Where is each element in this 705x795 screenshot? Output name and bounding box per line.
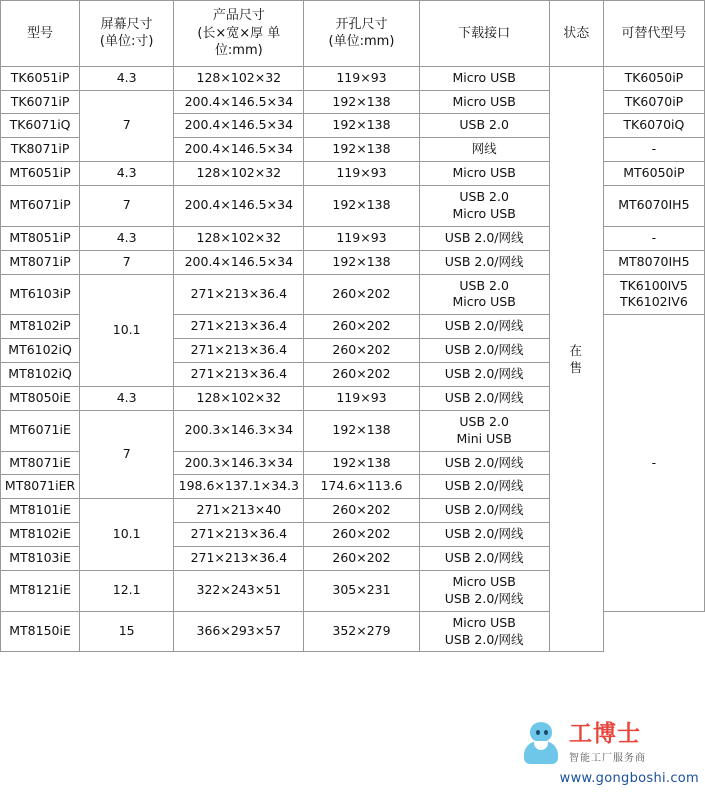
cell-product-size: 271×213×36.4 [174,339,304,363]
cell-alternative-model-line: TK6102IV6 [619,294,688,310]
col-header-model [1,1,80,67]
cell-download-interface [419,274,549,315]
cell-screen-size: 4.3 [80,226,174,250]
cell-download-interface [419,66,549,90]
cell-model: MT8103iE [1,547,80,571]
cell-hole-size: 192×138 [304,451,419,475]
cell-download-interface [419,499,549,523]
cell-download-interface-line: Micro USB [452,69,516,85]
cell-download-interface-line: Micro USB [452,93,516,109]
cell-product-size: 200.4×146.5×34 [174,90,304,114]
cell-alternative-model [603,274,704,315]
cell-screen-size: 7 [80,186,174,227]
cell-download-interface-line: Micro USB [452,294,516,310]
col-header-status-line1: 状态 [563,25,590,41]
cell-download-interface [419,451,549,475]
cell-hole-size: 119×93 [304,162,419,186]
cell-alternative-model [603,226,704,250]
cell-hole-size: 174.6×113.6 [304,475,419,499]
col-header-status [549,1,603,67]
cell-alternative-model [603,138,704,162]
col-header-product-size-line1: 产品尺寸 [212,8,265,23]
col-header-product-size-line2: (长×宽×厚 单位:mm) [197,25,281,59]
cell-hole-size: 119×93 [304,66,419,90]
status-badge-line: 在 [569,342,584,358]
cell-alternative-model [603,250,704,274]
cell-model: MT8071iER [1,475,80,499]
cell-hole-size: 192×138 [304,90,419,114]
cell-model: MT8102iQ [1,363,80,387]
cell-alternative-model-line: TK6070iP [624,93,684,109]
cell-download-interface-line: USB 2.0/网线 [444,478,524,494]
cell-model: MT8071iE [1,451,80,475]
cell-product-size: 128×102×32 [174,162,304,186]
cell-hole-size: 119×93 [304,226,419,250]
cell-screen-size: 7 [80,90,174,162]
cell-screen-size: 12.1 [80,570,174,611]
col-header-hole-size-line1: 开孔尺寸 [335,16,388,32]
cell-screen-size: 7 [80,250,174,274]
col-header-hole-size-line2: (单位:mm) [328,34,395,50]
cell-download-interface-line: USB 2.0/网线 [444,631,524,647]
col-header-screen-size-line2: (单位:寸) [99,34,154,50]
cell-download-interface [419,475,549,499]
col-header-alternative-model-line1: 可替代型号 [621,25,687,41]
cell-download-interface [419,162,549,186]
cell-model: MT8102iP [1,315,80,339]
cell-model: MT6051iP [1,162,80,186]
cell-download-interface-line: USB 2.0/网线 [444,454,524,470]
cell-download-interface [419,138,549,162]
cell-model: MT6071iE [1,410,80,451]
cell-download-interface [419,547,549,571]
cell-hole-size: 192×138 [304,186,419,227]
col-header-model-line1: 型号 [27,25,54,41]
cell-alternative-model-line: MT6070IH5 [618,197,690,213]
cell-screen-size: 4.3 [80,162,174,186]
col-header-hole-size [304,1,419,67]
cell-download-interface-line: USB 2.0/网线 [444,342,524,358]
cell-model: MT8121iE [1,570,80,611]
cell-alternative-model-line: TK6050iP [624,69,684,85]
cell-download-interface-line: Mini USB [456,430,512,446]
col-header-screen-size [80,1,174,67]
status-badge-line: 售 [569,360,584,376]
cell-download-interface [419,363,549,387]
cell-download-interface [419,523,549,547]
cell-product-size: 128×102×32 [174,66,304,90]
col-header-download-interface-line1: 下载接口 [458,25,511,41]
cell-status [549,66,603,652]
cell-alternative-model-line: - [651,454,657,470]
cell-download-interface [419,186,549,227]
cell-alternative-model [603,315,704,611]
cell-model: MT8071iP [1,250,80,274]
cell-alternative-model-line: - [651,141,657,157]
col-header-download-interface [419,1,549,67]
mascot-icon [519,720,565,766]
cell-download-interface [419,114,549,138]
logo-row [519,717,699,769]
cell-model: TK8071iP [1,138,80,162]
cell-model: MT6071iP [1,186,80,227]
cell-model: TK6071iQ [1,114,80,138]
cell-screen-size: 4.3 [80,386,174,410]
cell-model: TK6071iP [1,90,80,114]
cell-alternative-model-line: TK6100IV5 [619,277,688,293]
cell-alternative-model-line: TK6070iQ [623,117,685,133]
company-logo [519,717,699,789]
cell-product-size: 366×293×57 [174,611,304,652]
cell-alternative-model [603,162,704,186]
cell-download-interface [419,410,549,451]
col-header-alternative-model [603,1,704,67]
col-header-screen-size-line1: 屏幕尺寸 [100,16,153,32]
cell-download-interface-line: Micro USB [452,205,516,221]
cell-model: MT8101iE [1,499,80,523]
cell-download-interface-line: USB 2.0 [459,277,509,293]
header-row [1,1,705,67]
cell-hole-size: 192×138 [304,138,419,162]
cell-product-size: 200.4×146.5×34 [174,114,304,138]
cell-download-interface-line: USB 2.0/网线 [444,229,524,245]
cell-hole-size: 260×202 [304,339,419,363]
cell-hole-size: 119×93 [304,386,419,410]
cell-hole-size: 192×138 [304,114,419,138]
cell-alternative-model-line: - [651,229,657,245]
cell-download-interface-line: USB 2.0 [459,117,509,133]
cell-screen-size: 7 [80,410,174,499]
cell-download-interface-line: USB 2.0 [459,189,509,205]
cell-download-interface [419,90,549,114]
cell-product-size: 271×213×36.4 [174,547,304,571]
cell-hole-size: 352×279 [304,611,419,652]
cell-download-interface-line: USB 2.0/网线 [444,389,524,405]
col-header-product-size [174,1,304,67]
logo-company-name: 工博士 [569,720,641,747]
cell-product-size: 128×102×32 [174,386,304,410]
cell-screen-size: 10.1 [80,274,174,386]
cell-alternative-model [603,186,704,227]
cell-download-interface-line: USB 2.0/网线 [444,366,524,382]
cell-download-interface-line: USB 2.0/网线 [444,502,524,518]
cell-download-interface-line: USB 2.0/网线 [444,318,524,334]
cell-model: MT6102iQ [1,339,80,363]
cell-download-interface-line: USB 2.0/网线 [444,253,524,269]
cell-download-interface-line: Micro USB [452,614,516,630]
cell-screen-size: 4.3 [80,66,174,90]
cell-download-interface [419,570,549,611]
table-row [1,66,705,90]
cell-product-size: 271×213×36.4 [174,315,304,339]
cell-download-interface [419,339,549,363]
cell-download-interface-line: USB 2.0 [459,413,509,429]
cell-alternative-model-line: MT6050iP [623,165,685,181]
cell-hole-size: 192×138 [304,250,419,274]
cell-product-size: 271×213×36.4 [174,363,304,387]
cell-alternative-model-line: MT8070IH5 [618,253,690,269]
cell-download-interface-line: USB 2.0/网线 [444,526,524,542]
cell-hole-size: 260×202 [304,547,419,571]
cell-hole-size: 305×231 [304,570,419,611]
cell-hole-size: 260×202 [304,315,419,339]
cell-hole-size: 192×138 [304,410,419,451]
cell-download-interface-line: Micro USB [452,573,516,589]
cell-download-interface-line: USB 2.0/网线 [444,590,524,606]
cell-product-size: 271×213×36.4 [174,523,304,547]
cell-alternative-model [603,114,704,138]
cell-download-interface-line: Micro USB [452,165,516,181]
cell-product-size: 128×102×32 [174,226,304,250]
cell-product-size: 198.6×137.1×34.3 [174,475,304,499]
cell-download-interface-line: 网线 [471,141,497,157]
cell-download-interface [419,226,549,250]
cell-download-interface-line: USB 2.0/网线 [444,550,524,566]
cell-model: MT8102iE [1,523,80,547]
cell-hole-size: 260×202 [304,499,419,523]
cell-product-size: 200.4×146.5×34 [174,250,304,274]
cell-model: MT8051iP [1,226,80,250]
cell-product-size: 200.3×146.3×34 [174,451,304,475]
cell-product-size: 200.4×146.5×34 [174,138,304,162]
cell-product-size: 271×213×36.4 [174,274,304,315]
cell-alternative-model [603,66,704,90]
logo-website-url: www.gongboshi.com [559,771,699,786]
cell-product-size: 200.3×146.3×34 [174,410,304,451]
table-header [1,1,705,67]
cell-product-size: 200.4×146.5×34 [174,186,304,227]
cell-product-size: 271×213×40 [174,499,304,523]
cell-model: MT8050iE [1,386,80,410]
cell-alternative-model [603,90,704,114]
table-body [1,66,705,652]
cell-model: MT6103iP [1,274,80,315]
logo-subtitle: 智能工厂服务商 [569,753,646,765]
logo-text [569,722,646,764]
cell-model: TK6051iP [1,66,80,90]
cell-screen-size: 10.1 [80,499,174,571]
cell-model: MT8150iE [1,611,80,652]
cell-download-interface [419,315,549,339]
cell-download-interface [419,611,549,652]
cell-product-size: 322×243×51 [174,570,304,611]
cell-hole-size: 260×202 [304,274,419,315]
cell-hole-size: 260×202 [304,363,419,387]
cell-download-interface [419,250,549,274]
cell-hole-size: 260×202 [304,523,419,547]
cell-download-interface [419,386,549,410]
cell-screen-size: 15 [80,611,174,652]
